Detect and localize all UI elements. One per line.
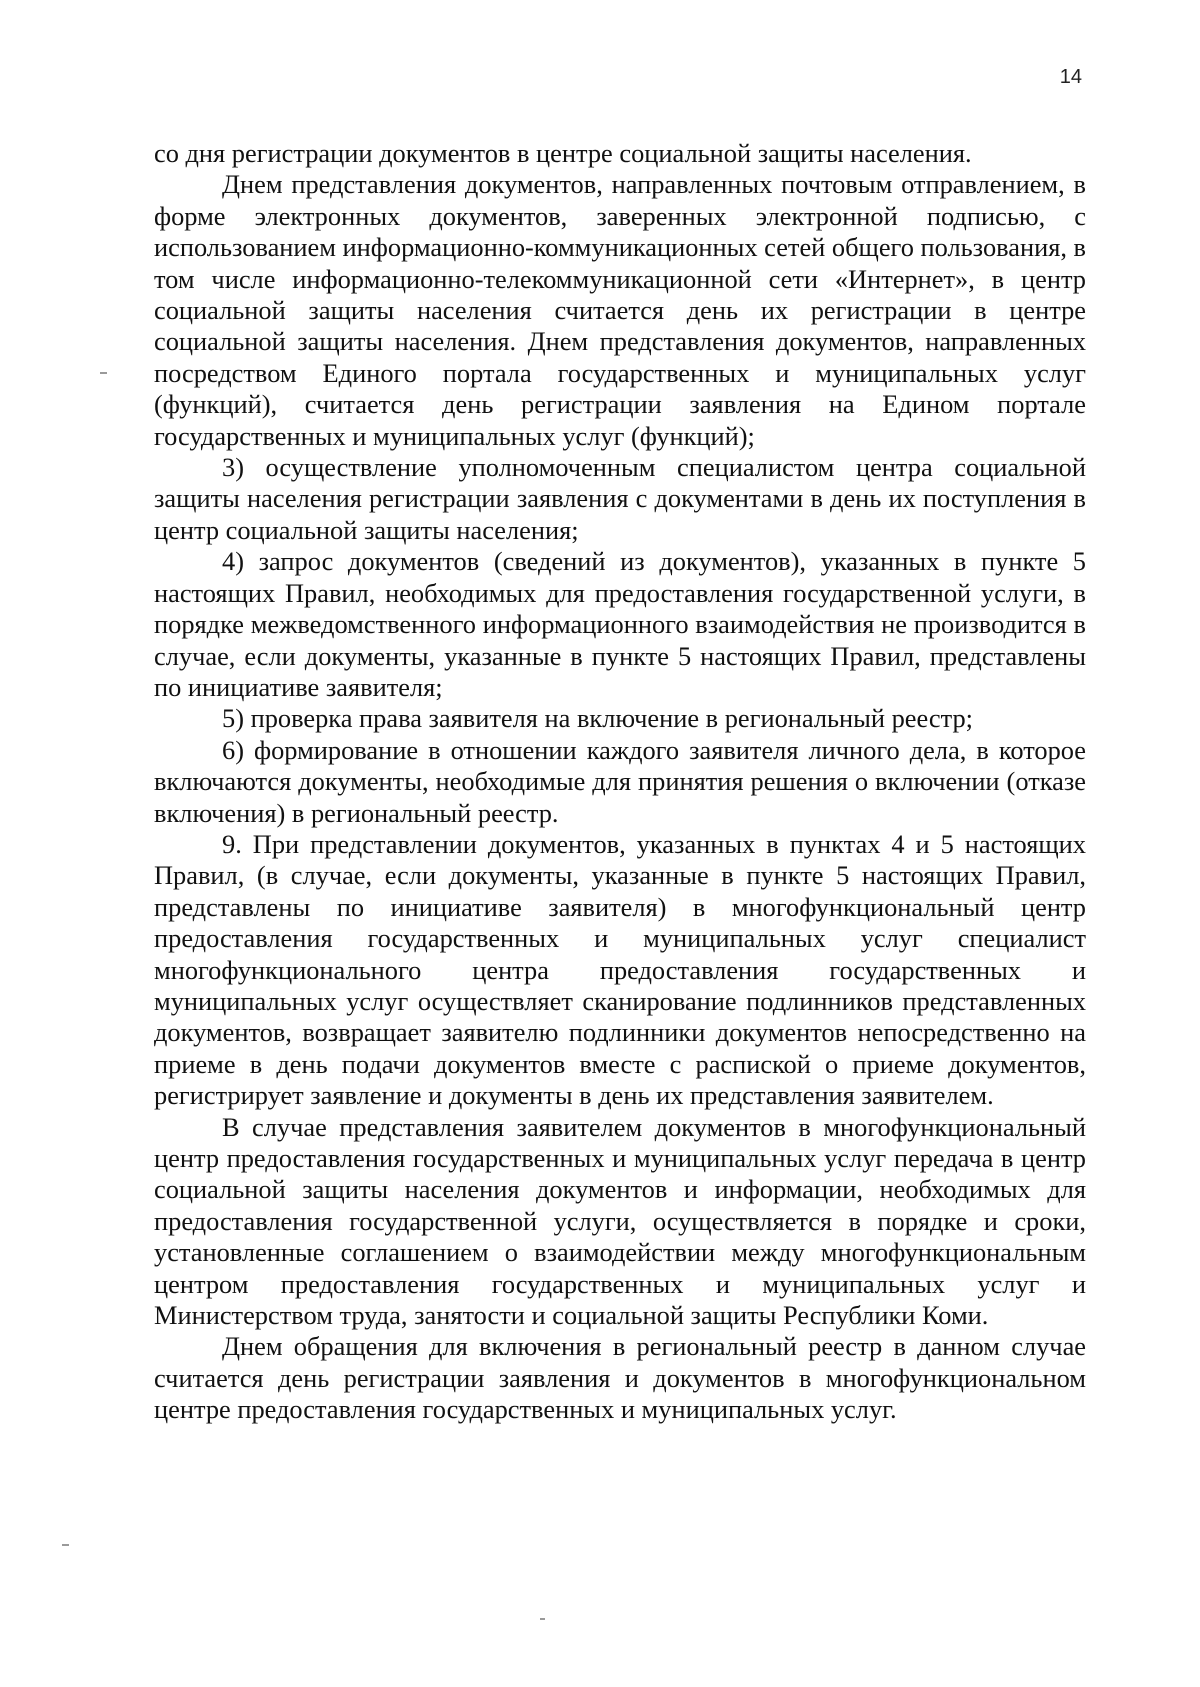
scan-mark [62,1544,69,1546]
paragraph-clause-9: 9. При представлении документов, указанных в пунктах 4 и 5 настоящих Правил, (в случае, если документы, указанные в пункте 5 настоящих Правил, представлены по инициативе заявителя) в многофункциональный центр предоставления государственных и муниципальных услуг специалист многофункционального центра предоставления государственных и муниципальных услуг осуществляет сканирование подлинников представленных документов, возвращает заявителю подлинники документов непосредственно на приеме в день подачи документов вместе с распиской о приеме документов, регистрирует заявление и документы в день их представления заявителем. [154,828,1086,1111]
scan-mark [540,1618,545,1620]
document-body [154,138,1086,1426]
paragraph-application-date: Днем обращения для включения в региональный реестр в данном случае считается день регистрации заявления и документов в многофункциональном центре предоставления государственных и муниципальных услуг. [154,1331,1086,1425]
paragraph-item-5: 5) проверка права заявителя на включение в региональный реестр; [222,703,973,734]
scan-mark [100,372,107,374]
page-number: 14 [1059,66,1082,88]
paragraph-item-6: 6) формирование в отношении каждого заявителя личного дела, в которое включаются документы, необходимые для принятия решения о включении (отказе включения) в региональный реестр. [154,734,1086,828]
paragraph-item-3: 3) осуществление уполномоченным специалистом центра социальной защиты населения регистрации заявления с документами в день их поступления в центр социальной защиты населения; [154,452,1086,545]
paragraph-item-4: 4) запрос документов (сведений из документов), указанных в пункте 5 настоящих Правил, необходимых для предоставления государственной услуги, в порядке межведомственного информационного взаимодействия не производится в случае, если документы, указанные в пункте 5 настоящих Правил, представлены по инициативе заявителя; [154,546,1086,702]
paragraph-submission-date: Днем представления документов, направленных почтовым отправлением, в форме электронных документов, заверенных электронной подписью, с использованием информационно-коммуникационных сетей общего пользования, в том числе информационно-телекоммуникационной сети «Интернет», в центр социальной защиты населения считается день их регистрации в центре социальной защиты населения. Днем представления документов, направленных посредством Единого портала государственных и муниципальных услуг (функций), считается день регистрации заявления на Едином портале государственных и муниципальных услуг (функций); [154,169,1087,451]
paragraph-continuation: со дня регистрации документов в центре социальной защиты населения. [154,138,972,168]
paragraph-mfc-transfer: В случае представления заявителем документов в многофункциональный центр предоставления государственных и муниципальных услуг передача в центр социальной защиты населения документов и информации, необходимых для предоставления государственной услуги, осуществляется в порядке и сроки, установленные соглашением о взаимодействии между многофункциональным центром предоставления государственных и муниципальных услуг и Министерством труда, занятости и социальной защиты Республики Коми. [154,1111,1086,1331]
